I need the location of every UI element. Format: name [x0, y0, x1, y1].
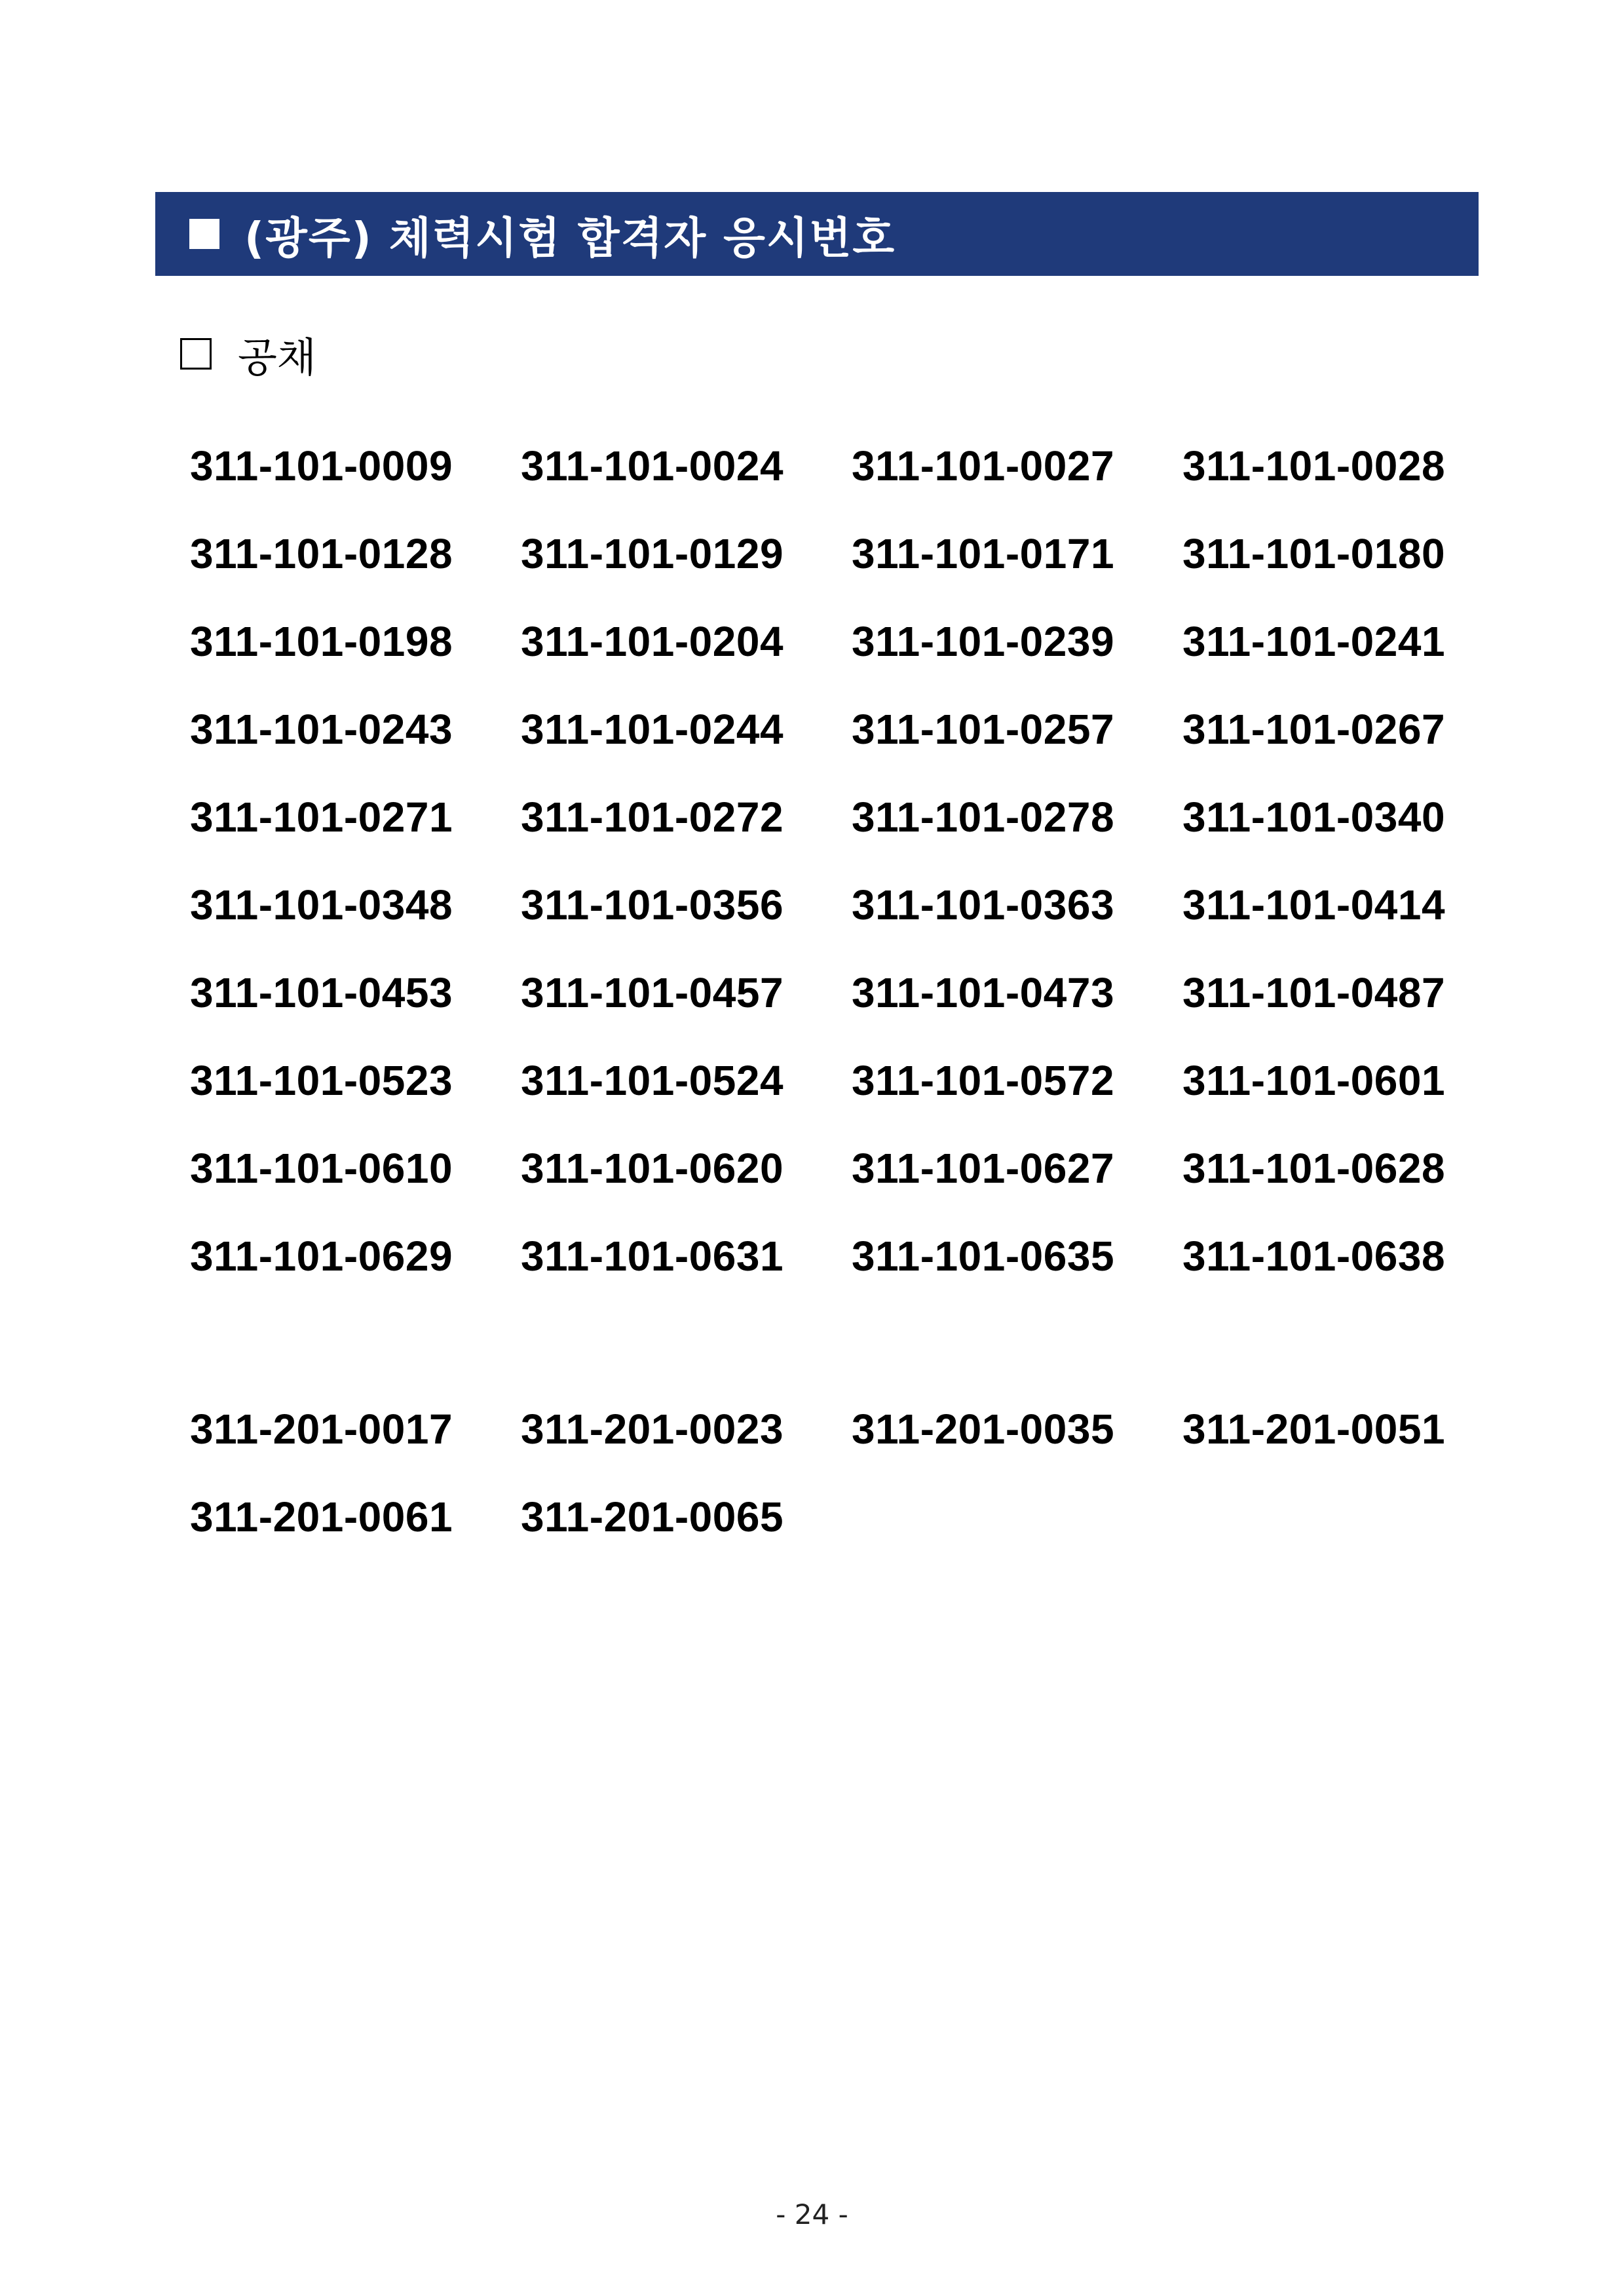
exam-number: 311-201-0061: [190, 1493, 453, 1540]
exam-number: 311-101-0610: [190, 1145, 453, 1192]
exam-number: 311-101-0278: [852, 794, 1115, 841]
exam-number: 311-101-0629: [190, 1233, 453, 1280]
exam-number: 311-101-0267: [1182, 706, 1446, 753]
exam-number: 311-101-0638: [1182, 1233, 1446, 1280]
exam-number: 311-101-0024: [521, 442, 784, 489]
exam-number: 311-101-0271: [190, 794, 453, 841]
exam-number: 311-101-0414: [1182, 881, 1446, 928]
exam-number-grid-101: [190, 422, 1513, 1300]
exam-number: 311-101-0620: [521, 1145, 784, 1192]
exam-number: 311-101-0356: [521, 881, 784, 928]
exam-number: 311-201-0017: [190, 1406, 453, 1453]
exam-number: 311-101-0453: [190, 969, 453, 1016]
exam-number: 311-101-0523: [190, 1057, 453, 1104]
exam-number: 311-101-0204: [521, 618, 784, 665]
exam-number: 311-101-0028: [1182, 442, 1446, 489]
section-label: 공채: [238, 333, 316, 381]
exam-number: 311-101-0348: [190, 881, 453, 928]
exam-number: 311-101-0243: [190, 706, 453, 753]
exam-number: 311-101-0198: [190, 618, 453, 665]
exam-number: 311-101-0601: [1182, 1057, 1446, 1104]
exam-number: 311-101-0631: [521, 1233, 784, 1280]
page-title: (광주) 체력시험 합격자 응시번호: [244, 212, 896, 263]
empty-square-icon: [180, 338, 212, 370]
exam-number: 311-101-0627: [852, 1145, 1115, 1192]
exam-number: 311-101-0363: [852, 881, 1115, 928]
exam-number: 311-201-0065: [521, 1493, 784, 1540]
exam-number: 311-101-0241: [1182, 618, 1446, 665]
exam-number: 311-101-0340: [1182, 794, 1446, 841]
exam-number: 311-101-0027: [852, 442, 1115, 489]
filled-square-icon: [189, 219, 219, 249]
exam-number: 311-201-0023: [521, 1406, 784, 1453]
exam-number: 311-201-0035: [852, 1406, 1115, 1453]
exam-number: 311-101-0180: [1182, 530, 1446, 577]
title-banner: [155, 192, 1479, 276]
exam-number: 311-101-0272: [521, 794, 784, 841]
exam-number: 311-101-0572: [852, 1057, 1115, 1104]
exam-number: 311-101-0129: [521, 530, 784, 577]
exam-number: 311-101-0457: [521, 969, 784, 1016]
exam-number: 311-101-0128: [190, 530, 453, 577]
exam-number: 311-101-0009: [190, 442, 453, 489]
exam-number-grid-201: [190, 1385, 1513, 1561]
page-number: - 24 -: [776, 2198, 848, 2230]
exam-number: 311-101-0171: [852, 530, 1115, 577]
section-heading: [180, 328, 316, 380]
exam-number: 311-101-0244: [521, 706, 784, 753]
exam-number: 311-101-0628: [1182, 1145, 1446, 1192]
exam-number: 311-101-0239: [852, 618, 1115, 665]
exam-number: 311-201-0051: [1182, 1406, 1446, 1453]
exam-number: 311-101-0635: [852, 1233, 1115, 1280]
exam-number: 311-101-0473: [852, 969, 1115, 1016]
exam-number: 311-101-0487: [1182, 969, 1446, 1016]
exam-number: 311-101-0524: [521, 1057, 784, 1104]
exam-number: 311-101-0257: [852, 706, 1115, 753]
